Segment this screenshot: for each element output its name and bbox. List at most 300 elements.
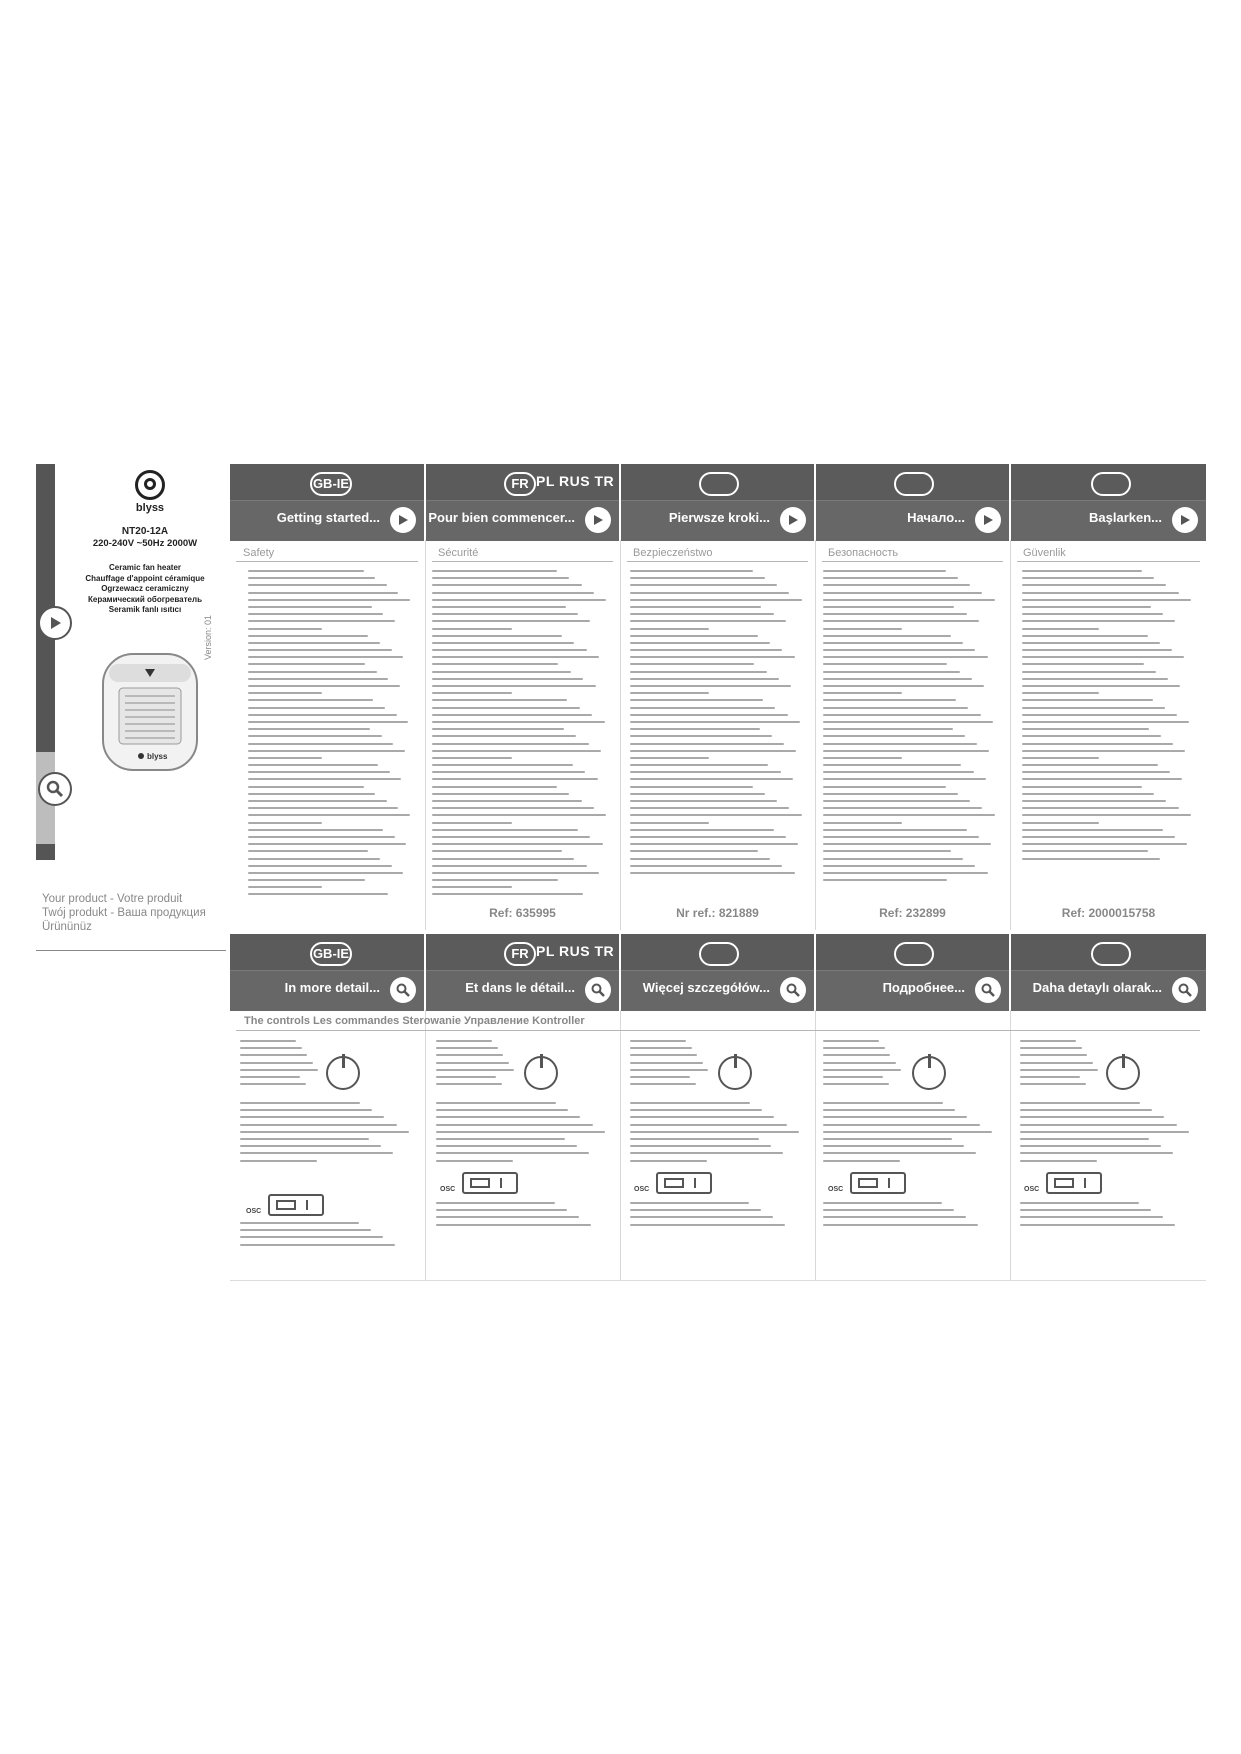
text-line xyxy=(823,829,967,831)
text-line xyxy=(823,678,972,680)
lang-pill: GB-IE xyxy=(310,942,352,966)
text-line xyxy=(1022,836,1175,838)
thermostat-dial-icon xyxy=(912,1056,946,1090)
text-line xyxy=(432,728,564,730)
text-line xyxy=(1022,599,1191,601)
lang-pill: GB-IE xyxy=(310,472,352,496)
text-line xyxy=(823,599,995,601)
text-line xyxy=(436,1216,579,1218)
text-line xyxy=(432,678,583,680)
text-line xyxy=(432,764,573,766)
text-line xyxy=(630,836,786,838)
text-line xyxy=(240,1222,359,1224)
col-header-tr-detail xyxy=(1011,934,1206,1010)
col-title: Pour bien commencer... xyxy=(428,510,575,525)
text-line xyxy=(823,1076,883,1078)
section-label: Sécurité xyxy=(438,547,479,559)
section-rule xyxy=(236,561,418,562)
text-line xyxy=(630,865,782,867)
controls-text-block xyxy=(630,1040,710,1090)
text-line xyxy=(248,886,322,888)
text-line xyxy=(630,822,709,824)
text-line xyxy=(240,1109,372,1111)
text-line xyxy=(240,1244,395,1246)
lang-pill xyxy=(894,942,934,966)
text-line xyxy=(823,656,988,658)
text-line xyxy=(630,613,774,615)
text-line xyxy=(630,699,763,701)
text-line xyxy=(630,1047,692,1049)
text-line xyxy=(248,872,403,874)
text-line xyxy=(1022,743,1173,745)
text-line xyxy=(248,858,380,860)
text-line xyxy=(630,778,793,780)
text-line xyxy=(248,649,392,651)
section-label: Безопасность xyxy=(828,547,899,559)
text-line xyxy=(823,728,953,730)
oscillation-switch-icon xyxy=(462,1172,518,1194)
controls-text-block xyxy=(823,1102,995,1167)
section-rule xyxy=(627,561,808,562)
text-line xyxy=(1022,829,1163,831)
text-line xyxy=(630,577,765,579)
text-line xyxy=(630,1138,759,1140)
oscillation-switch-icon xyxy=(1046,1172,1102,1194)
text-line xyxy=(436,1040,492,1042)
text-line xyxy=(432,858,574,860)
text-line xyxy=(1022,800,1166,802)
text-line xyxy=(248,786,364,788)
text-line xyxy=(436,1069,514,1071)
text-line xyxy=(823,1116,967,1118)
text-line xyxy=(1022,843,1187,845)
text-line xyxy=(432,771,585,773)
text-line xyxy=(248,685,400,687)
text-line xyxy=(248,879,365,881)
text-line xyxy=(240,1047,302,1049)
text-line xyxy=(630,858,770,860)
safety-text-block xyxy=(1022,570,1194,865)
text-line xyxy=(1022,642,1160,644)
text-line xyxy=(248,735,382,737)
text-line xyxy=(823,1202,942,1204)
lang-pill xyxy=(1091,472,1131,496)
text-line xyxy=(432,671,571,673)
divider xyxy=(620,540,621,930)
text-line xyxy=(1022,584,1166,586)
text-line xyxy=(248,778,401,780)
text-line xyxy=(436,1109,568,1111)
text-line xyxy=(1020,1224,1175,1226)
text-line xyxy=(432,620,590,622)
text-line xyxy=(248,592,398,594)
text-line xyxy=(630,714,788,716)
text-line xyxy=(248,865,392,867)
text-line xyxy=(823,800,970,802)
text-line xyxy=(823,1145,964,1147)
text-line xyxy=(1020,1083,1086,1085)
lang-pill: FR xyxy=(504,472,536,496)
text-line xyxy=(1022,714,1177,716)
text-line xyxy=(436,1145,577,1147)
version-label: Version: 01 xyxy=(203,614,213,660)
text-line xyxy=(436,1138,565,1140)
magnifier-icon xyxy=(585,977,611,1003)
text-line xyxy=(630,1116,774,1118)
text-line xyxy=(630,1076,690,1078)
text-line xyxy=(823,858,963,860)
text-line xyxy=(436,1152,589,1154)
text-line xyxy=(823,850,951,852)
text-line xyxy=(432,800,582,802)
text-line xyxy=(823,786,946,788)
text-line xyxy=(1020,1040,1076,1042)
text-line xyxy=(436,1047,498,1049)
text-line xyxy=(248,714,397,716)
text-line xyxy=(248,764,378,766)
text-line xyxy=(1022,678,1168,680)
text-line xyxy=(248,814,410,816)
text-line xyxy=(823,721,993,723)
text-line xyxy=(436,1076,496,1078)
text-line xyxy=(1020,1062,1093,1064)
text-line xyxy=(432,735,576,737)
text-line xyxy=(630,764,768,766)
col-title: Getting started... xyxy=(276,510,380,525)
col-title: Daha detaylı olarak... xyxy=(1032,980,1162,995)
text-line xyxy=(823,606,954,608)
divider xyxy=(425,1010,426,1280)
text-line xyxy=(432,850,562,852)
thermostat-dial-icon xyxy=(1106,1056,1140,1090)
divider xyxy=(230,1280,1206,1281)
text-line xyxy=(248,850,368,852)
text-line xyxy=(432,656,599,658)
lang-pill xyxy=(699,942,739,966)
heater-illustration xyxy=(95,650,205,775)
text-line xyxy=(432,750,601,752)
text-line xyxy=(436,1062,509,1064)
text-line xyxy=(240,1152,393,1154)
text-line xyxy=(630,743,784,745)
svg-text:blyss: blyss xyxy=(147,752,168,761)
text-line xyxy=(630,1160,707,1162)
text-line xyxy=(1022,728,1149,730)
text-line xyxy=(1022,685,1180,687)
text-line xyxy=(823,1209,954,1211)
col-title: Pierwsze kroki... xyxy=(668,510,770,525)
brand-logo: blyss xyxy=(120,470,180,514)
text-line xyxy=(823,872,988,874)
text-line xyxy=(630,807,789,809)
text-line xyxy=(240,1054,307,1056)
text-line xyxy=(240,1145,381,1147)
model-block xyxy=(60,526,230,616)
text-line xyxy=(432,707,580,709)
text-line xyxy=(240,1102,360,1104)
text-line xyxy=(630,1152,783,1154)
model-number: NT20-12A xyxy=(121,526,169,537)
osc-label: OSC xyxy=(440,1186,456,1193)
divider xyxy=(620,1010,621,1280)
text-line xyxy=(436,1131,605,1133)
text-line xyxy=(823,757,902,759)
thermostat-dial-icon xyxy=(524,1056,558,1090)
play-icon xyxy=(780,507,806,533)
col-header-tr xyxy=(1011,464,1206,540)
section-label: Güvenlik xyxy=(1023,547,1066,559)
oscillation-switch-icon xyxy=(268,1194,324,1216)
text-line xyxy=(1022,671,1156,673)
text-line xyxy=(248,606,372,608)
osc-label: OSC xyxy=(634,1186,650,1193)
text-line xyxy=(1022,757,1099,759)
text-line xyxy=(1020,1069,1098,1071)
text-line xyxy=(240,1076,300,1078)
text-line xyxy=(436,1124,593,1126)
text-line xyxy=(436,1102,556,1104)
text-line xyxy=(1020,1124,1177,1126)
controls-text-block xyxy=(630,1202,800,1231)
product-ref: Ref: 2000015758 xyxy=(1061,906,1156,920)
text-line xyxy=(823,649,975,651)
lang-extra: PL RUS TR xyxy=(536,943,615,959)
section-rule xyxy=(432,561,613,562)
text-line xyxy=(630,814,802,816)
text-line xyxy=(248,642,380,644)
text-line xyxy=(432,814,606,816)
product-ref: Nr ref.: 821889 xyxy=(676,906,759,920)
text-line xyxy=(630,1109,762,1111)
text-line xyxy=(432,893,583,895)
safety-text-block xyxy=(432,570,610,901)
text-line xyxy=(630,656,795,658)
text-line xyxy=(630,671,767,673)
text-line xyxy=(248,656,403,658)
col-title: Начало... xyxy=(907,510,965,525)
text-line xyxy=(630,786,753,788)
text-line xyxy=(432,584,582,586)
text-line xyxy=(823,570,946,572)
text-line xyxy=(630,1062,703,1064)
text-line xyxy=(248,707,385,709)
text-line xyxy=(248,800,387,802)
col-header-pl xyxy=(621,464,814,540)
text-line xyxy=(823,1160,900,1162)
magnifier-icon xyxy=(975,977,1001,1003)
text-line xyxy=(248,577,375,579)
text-line xyxy=(823,1083,889,1085)
text-line xyxy=(823,685,984,687)
text-line xyxy=(248,599,410,601)
text-line xyxy=(823,1131,992,1133)
text-line xyxy=(823,592,982,594)
text-line xyxy=(630,750,796,752)
text-line xyxy=(823,814,995,816)
text-line xyxy=(1022,663,1144,665)
text-line xyxy=(1022,721,1189,723)
text-line xyxy=(432,778,598,780)
text-line xyxy=(436,1116,580,1118)
text-line xyxy=(1022,778,1182,780)
text-line xyxy=(1022,786,1142,788)
section-label: Bezpieczeństwo xyxy=(633,547,713,559)
text-line xyxy=(823,807,982,809)
play-icon xyxy=(1172,507,1198,533)
magnifier-icon xyxy=(1172,977,1198,1003)
text-line xyxy=(1022,570,1142,572)
col-header-gb-detail xyxy=(230,934,424,1010)
text-line xyxy=(432,599,606,601)
col-header-ru xyxy=(816,464,1009,540)
osc-label: OSC xyxy=(1024,1186,1040,1193)
text-line xyxy=(240,1229,371,1231)
controls-text-block xyxy=(630,1102,802,1167)
text-line xyxy=(823,707,968,709)
safety-text-block xyxy=(823,570,998,886)
text-line xyxy=(1022,771,1170,773)
divider xyxy=(36,950,226,951)
text-line xyxy=(630,1131,799,1133)
text-line xyxy=(1022,577,1154,579)
text-line xyxy=(432,886,512,888)
safety-text-block xyxy=(630,570,805,879)
text-line xyxy=(823,584,970,586)
text-line xyxy=(1020,1076,1080,1078)
text-line xyxy=(1022,606,1151,608)
text-line xyxy=(823,620,979,622)
text-line xyxy=(240,1160,317,1162)
text-line xyxy=(248,635,368,637)
text-line xyxy=(248,728,370,730)
text-line xyxy=(1020,1138,1149,1140)
thermostat-dial-icon xyxy=(718,1056,752,1090)
text-line xyxy=(823,635,951,637)
text-line xyxy=(248,743,393,745)
lang-extra: PL RUS TR xyxy=(536,473,615,489)
text-line xyxy=(1022,814,1191,816)
divider xyxy=(425,540,426,930)
text-line xyxy=(630,1209,761,1211)
section-rule xyxy=(236,1030,1200,1031)
col-title: Więcej szczegółów... xyxy=(642,980,770,995)
text-line xyxy=(823,879,947,881)
text-line xyxy=(248,771,390,773)
text-line xyxy=(823,699,956,701)
text-line xyxy=(432,635,562,637)
text-line xyxy=(1022,628,1099,630)
text-line xyxy=(630,584,777,586)
text-line xyxy=(248,836,395,838)
controls-text-block xyxy=(436,1202,606,1231)
text-line xyxy=(1020,1209,1151,1211)
text-line xyxy=(432,836,590,838)
text-line xyxy=(1022,822,1099,824)
text-line xyxy=(823,1216,966,1218)
text-line xyxy=(630,707,775,709)
text-line xyxy=(432,663,558,665)
text-line xyxy=(630,642,770,644)
section-rule xyxy=(1017,561,1200,562)
divider xyxy=(815,1010,816,1280)
text-line xyxy=(432,793,569,795)
text-line xyxy=(1022,707,1165,709)
text-line xyxy=(432,606,566,608)
text-line xyxy=(248,584,387,586)
col-header-fr-detail xyxy=(426,934,619,1010)
text-line xyxy=(432,822,512,824)
text-line xyxy=(432,872,599,874)
text-line xyxy=(823,822,902,824)
text-line xyxy=(436,1054,503,1056)
text-line xyxy=(823,628,902,630)
text-line xyxy=(248,620,395,622)
lang-pill: FR xyxy=(504,942,536,966)
text-line xyxy=(432,699,567,701)
text-line xyxy=(630,1102,750,1104)
text-line xyxy=(240,1069,318,1071)
text-line xyxy=(248,663,365,665)
text-line xyxy=(823,1062,896,1064)
text-line xyxy=(823,1109,955,1111)
magnifier-icon xyxy=(390,977,416,1003)
text-line xyxy=(823,1152,976,1154)
text-line xyxy=(630,628,709,630)
text-line xyxy=(630,592,789,594)
text-line xyxy=(630,800,777,802)
text-line xyxy=(1022,735,1161,737)
text-line xyxy=(1020,1216,1163,1218)
controls-text-block xyxy=(1020,1040,1100,1090)
text-line xyxy=(1022,858,1160,860)
text-line xyxy=(630,843,798,845)
controls-text-block xyxy=(240,1040,320,1090)
magnifier-icon xyxy=(38,772,72,806)
text-line xyxy=(248,793,375,795)
text-line xyxy=(823,1102,943,1104)
text-line xyxy=(432,613,578,615)
text-line xyxy=(240,1083,306,1085)
controls-text-block xyxy=(1020,1102,1192,1167)
text-line xyxy=(823,743,977,745)
text-line xyxy=(432,628,512,630)
text-line xyxy=(248,807,398,809)
col-title: In more detail... xyxy=(284,980,380,995)
controls-text-block xyxy=(240,1102,412,1167)
product-ref: Ref: 635995 xyxy=(489,906,556,920)
product-ref: Ref: 232899 xyxy=(879,906,946,920)
text-line xyxy=(432,642,574,644)
text-line xyxy=(432,692,512,694)
controls-text-block xyxy=(823,1040,903,1090)
text-line xyxy=(823,692,902,694)
text-line xyxy=(1020,1054,1087,1056)
divider xyxy=(1010,1010,1011,1280)
lang-pill xyxy=(894,472,934,496)
text-line xyxy=(248,750,405,752)
text-line xyxy=(630,1040,686,1042)
text-line xyxy=(1020,1152,1173,1154)
text-line xyxy=(436,1202,555,1204)
text-line xyxy=(823,735,965,737)
text-line xyxy=(630,793,765,795)
text-line xyxy=(240,1124,397,1126)
col-header-ru-detail xyxy=(816,934,1009,1010)
text-line xyxy=(1022,635,1148,637)
text-line xyxy=(432,592,594,594)
text-line xyxy=(630,620,786,622)
text-line xyxy=(823,714,981,716)
